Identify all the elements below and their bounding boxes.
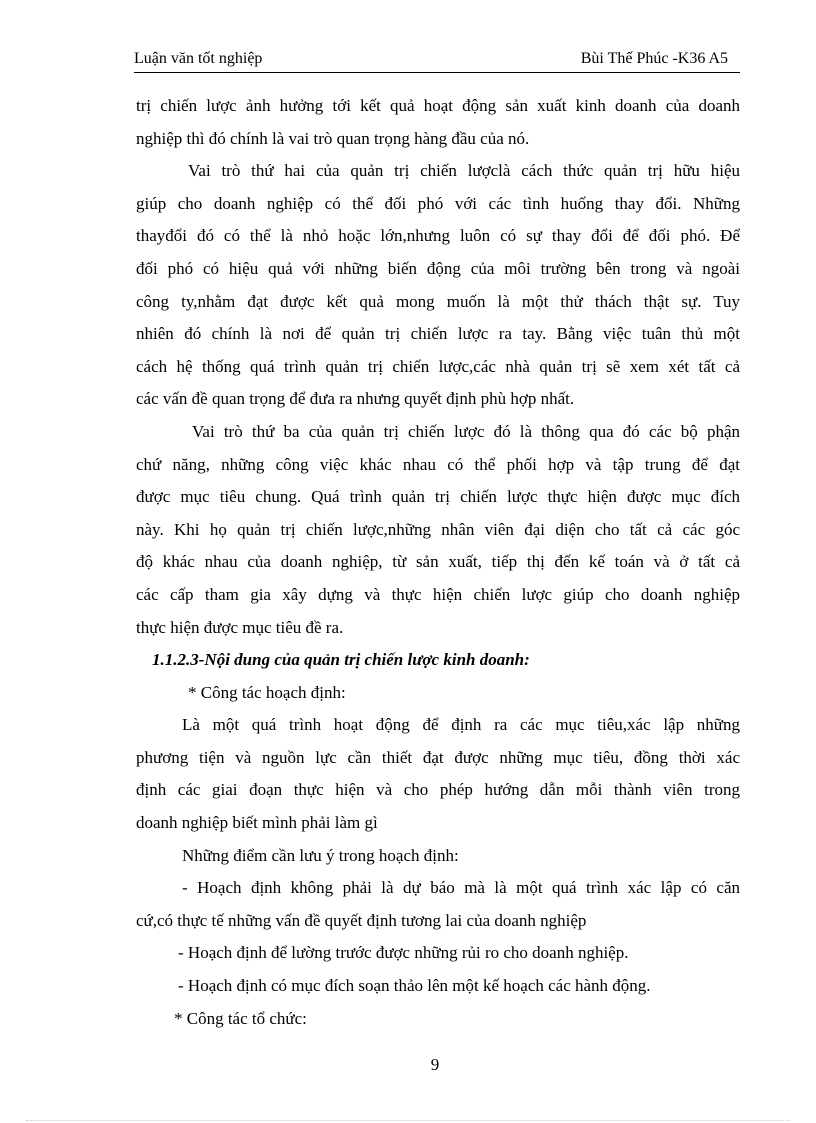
text-line: công ty,nhằm đạt được kết quả mong muốn là một thử thách thật sự. Tuy (136, 291, 740, 311)
text-line: Là một quá trình hoạt động để định ra các mục tiêu,xác lập những (182, 715, 740, 735)
text-line: cứ,có thực tế những vấn đề quyết định tương lai của doanh nghiệp (136, 910, 587, 930)
text-line: các vấn đề quan trọng để đưa ra nhưng quyết định phù hợp nhất. (136, 389, 575, 409)
page-header (134, 48, 740, 73)
text-line: nhiên đó chính là nơi để quản trị chiến lược ra tay. Bằng việc tuân thủ một (136, 324, 740, 344)
text-line: * Công tác tổ chức: (174, 1008, 307, 1028)
text-line: trị chiến lược ảnh hưởng tới kết quả hoạt động sản xuất kinh doanh của doanh (136, 96, 740, 115)
text-line: Những điểm cần lưu ý trong hoạch định: (182, 845, 459, 865)
text-line: được mục tiêu chung. Quá trình quản trị chiến lược thực hiện được mục đích (136, 487, 740, 507)
text-line: - Hoạch định không phải là dự báo mà là một quá trình xác lập có căn (182, 878, 740, 898)
text-line: định các giai đoạn thực hiện và cho phép hướng dẫn mỗi thành viên trong (136, 780, 740, 800)
text-line: nghiệp thì đó chính là vai trò quan trọng hàng đầu của nó. (136, 128, 530, 148)
text-line: - Hoạch định có mục đích soạn thảo lên một kế hoạch các hành động. (178, 976, 651, 996)
header-thesis-title: Luận văn tốt nghiệp (134, 50, 263, 67)
page-edge-divider (26, 1120, 790, 1121)
text-line: - Hoạch định để lường trước được những rủi ro cho doanh nghiệp. (178, 943, 629, 963)
text-line: doanh nghiệp biết mình phải làm gì (136, 813, 378, 833)
text-line: này. Khi họ quản trị chiến lược,những nhân viên đại diện cho tất cả các góc (136, 519, 740, 539)
page-number: 9 (430, 1055, 440, 1074)
text-line: Vai trò thứ hai của quản trị chiến lượclà cách thức quản trị hữu hiệu (188, 161, 740, 181)
text-line: phương tiện và nguồn lực cần thiết đạt được những mục tiêu, đồng thời xác (136, 747, 740, 767)
text-line: thayđổi đó có thể là nhỏ hoặc lớn,nhưng luôn có sự thay đổi để đối phó. Để (136, 226, 740, 246)
document-body (136, 95, 740, 1040)
text-line: chứ năng, những công việc khác nhau có thể phối hợp và tập trung để đạt (136, 454, 740, 474)
text-line: * Công tác hoạch định: (188, 682, 346, 702)
text-line: các cấp tham gia xây dựng và thực hiện chiến lược giúp cho doanh nghiệp (136, 584, 740, 604)
text-line: giúp cho doanh nghiệp có thể đối phó với các tình huống thay đổi. Những (136, 193, 740, 213)
text-line: thực hiện được mục tiêu đề ra. (136, 617, 344, 637)
section-heading: 1.1.2.3-Nội dung của quản trị chiến lược kinh doanh: (152, 650, 530, 670)
text-line: Vai trò thứ ba của quản trị chiến lược đó là thông qua đó các bộ phận (192, 421, 740, 441)
text-line: cách hệ thống quá trình quản trị chiến lược,các nhà quản trị sẽ xem xét tất cả (136, 356, 740, 376)
header-author: Bùi Thế Phúc -K36 A5 (580, 50, 728, 67)
text-line: độ khác nhau của doanh nghiệp, từ sản xuất, tiếp thị đến kế toán và ở tất cả (136, 552, 740, 572)
text-line: đối phó có hiệu quả với những biến động của môi trường bên trong và ngoài (136, 258, 740, 278)
